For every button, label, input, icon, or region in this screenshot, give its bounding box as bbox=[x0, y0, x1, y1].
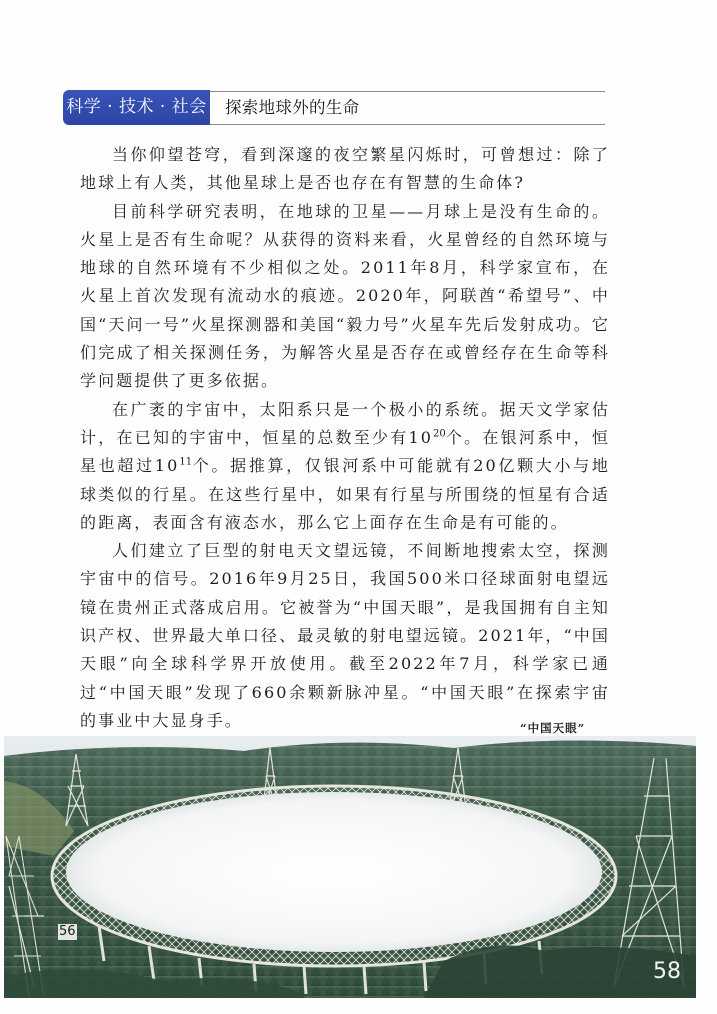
text-segment: 在广袤的宇宙中，太阳系只是一个极小的系统。据天文学家估计，在已知的宇宙中，恒星的总数至少有10 bbox=[80, 399, 610, 447]
printed-page-number-in-photo: 56 bbox=[59, 924, 76, 939]
figure-caption: “中国天眼” bbox=[520, 721, 586, 735]
text-segment: 个。在银河系中，恒星也超过10 bbox=[80, 427, 610, 476]
section-label-badge: 科学 · 技术 · 社会 bbox=[63, 90, 210, 125]
article-body bbox=[80, 141, 610, 792]
section-title: 探索地球外的生命 bbox=[225, 98, 360, 117]
fast-telescope-photo bbox=[4, 736, 696, 998]
section-header bbox=[63, 90, 605, 126]
text-segment: 个。据推算，仅银河系中可能就有20亿颗大小与地球类似的行星。在这些行星中，如果有行星与所围绕的恒星有合适的距离，表面含有液态水，那么它上面存在生命是有可能的。 bbox=[80, 456, 610, 532]
paragraph-intro: 当你仰望苍穹，看到深邃的夜空繁星闪烁时，可曾想过：除了地球上有人类，其他星球上是否也存在有智慧的生命体? bbox=[80, 145, 610, 193]
telescope-illustration bbox=[4, 736, 696, 998]
page-number: 58 bbox=[653, 959, 681, 984]
paragraph-mars: 目前科学研究表明，在地球的卫星——月球上是没有生命的。火星上是否有生命呢？从获得的资料来看，火星曾经的自然环境与地球的自然环境有不少相似之处。2011年8月，科学家宣布，在火星上首次发现有流动水的痕迹。2020年，阿联酋“希望号”、中国“天问一号”火星探测器和美国“毅力号”火星车先后发射成功。它们完成了相关探测任务，为解答火星是否存在或曾经存在生命等科学问题提供了更多依据。 bbox=[80, 201, 610, 391]
exponent: 11 bbox=[179, 456, 193, 468]
exponent: 20 bbox=[433, 428, 446, 440]
paragraph-universe bbox=[80, 396, 610, 537]
paragraph-fast-telescope: 人们建立了巨型的射电天文望远镜，不间断地搜索太空，探测宇宙中的信号。2016年9月25日，我国500米口径球面射电望远镜在贵州正式落成启用。它被誉为“中国天眼”，是我国拥有自主知识产权、世界最大单口径、最灵敏的射电望远镜。2021年，“中国天眼”向全球科学界开放使用。截至2022年7月，科学家已通过“中国天眼”发现了660余颗新脉冲星。“中国天眼”在探索宇宙的事业中大显身手。 bbox=[80, 541, 610, 730]
